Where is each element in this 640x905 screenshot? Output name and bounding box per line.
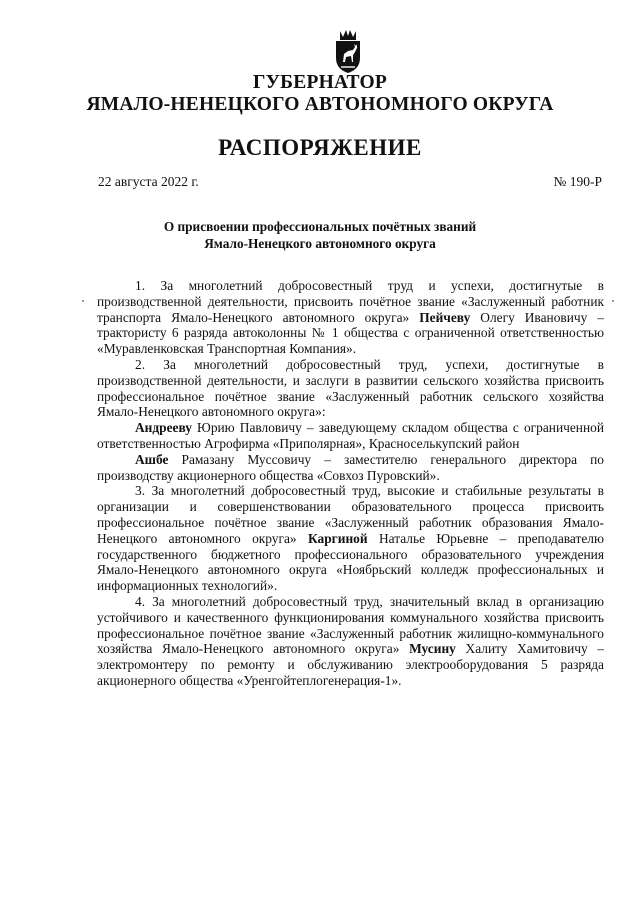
item-2-awardee-2 [97, 452, 604, 484]
document-type: РАСПОРЯЖЕНИЕ [218, 135, 422, 160]
subject-line-1: О присвоении профессиональных почётных званий [163, 219, 477, 234]
awardee-name: Мусину [409, 641, 456, 657]
awardee-name: Каргиной [307, 530, 368, 546]
authority-region: ЯМАЛО-НЕНЕЦКОГО АВТОНОМНОГО ОКРУГА [86, 94, 554, 115]
subject-line-2: Ямало-Ненецкого автономного округа [204, 235, 436, 251]
item-2b-text: Рамазану Муссовичу – заместителю генерального директора по производству акционерного общества «Совхоз Пуровский». [97, 451, 604, 483]
scan-speck [612, 300, 614, 302]
document-number: № 190-Р [553, 174, 602, 189]
item-4-text-b: Халиту Хамитовичу – электромонтеру по ремонту и обслуживанию электрооборудования 5 разряда акционерного общества «Уренгойтеплогенерация-1». [97, 641, 604, 688]
item-2a-text: Юрию Павловичу – заведующему складом общества с ограниченной ответственностью Агрофирма «Приполярная», Красноселькупский район [97, 420, 604, 451]
awardee-name: Андрееву [135, 420, 192, 436]
item-1 [97, 278, 604, 357]
item-3-text-b: Наталье Юрьевне – преподавателю государственного бюджетного профессионального образовательного учреждения Ямало-Ненецкого автономного округа «Ноябрьский колледж профессиональных и информационных технологий». [97, 530, 604, 594]
document-body [97, 278, 604, 689]
awardee-name: Пейчеву [419, 309, 471, 325]
item-2-awardee-1 [97, 420, 604, 452]
scan-speck [82, 300, 84, 302]
coat-of-arms-icon [331, 28, 365, 74]
item-4 [97, 594, 604, 689]
authority-title: ГУБЕРНАТОР [253, 72, 387, 93]
item-3-text-a: 3. За многолетний добросовестный труд, высокие и стабильные результаты в организации и совершенствовании образовательного процесса присвоить профессиональное почётное звание «Заслуженный работник образования Ямало-Ненецкого автономного округа» [97, 483, 604, 546]
document-date: 22 августа 2022 г. [98, 174, 199, 189]
item-3 [97, 483, 604, 594]
awardee-name: Ашбе [135, 451, 169, 467]
document-subject [0, 219, 640, 252]
item-2: 2. За многолетний добросовестный труд, успехи, достигнутые в производственной деятельности, и заслуги в развитии сельского хозяйства присвоить профессиональное почётное звание «Заслуженный работник сельского хозяйства Ямало-Ненецкого автономного округа»: [97, 356, 604, 420]
item-4-text-a: 4. За многолетний добросовестный труд, значительный вклад в организацию устойчивого и качественного функционирования коммунального хозяйства присвоить профессиональное почётное звание «Заслуженный работник жилищно-коммунального хозяйства Ямало-Ненецкого автономного округа» [97, 593, 604, 657]
item-1-text-a: 1. За многолетний добросовестный труд и успехи, достигнутые в производственной деятельности, присвоить почётное звание «Заслуженный работник транспорта Ямало-Ненецкого автономного округа» [97, 278, 604, 325]
item-1-text-b: Олегу Ивановичу – трактористу 6 разряда автоколонны № 1 общества с ограниченной ответственностью «Муравленковская Транспортная Компания». [97, 309, 604, 357]
